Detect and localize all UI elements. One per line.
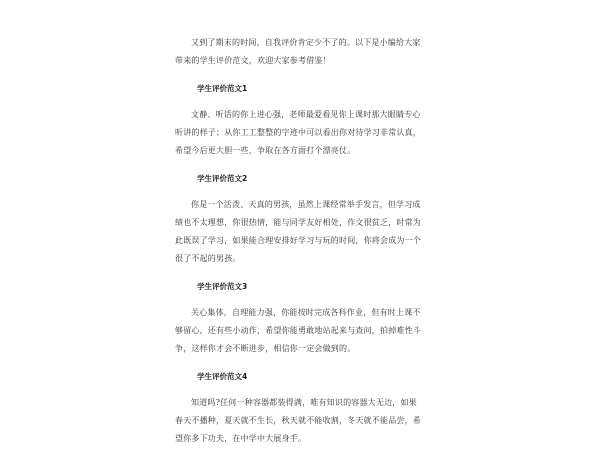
section-1	[175, 84, 425, 160]
section-paragraph: 关心集体，自理能力强，你能按时完成各科作业，但有时上课不够留心，还有些小动作，希望你能勇敢地站起来与查问，拍掉难性斗争，这样你才会不断进步，相信你一定会做到的。	[175, 308, 421, 353]
document-body	[175, 34, 425, 462]
section-paragraph: 文静、听话的你上进心强，老师最爱看见你上课时那大眼睛专心听讲的样子；从你工工整整的字迹中可以看出你对待学习非常认真，希望今后更大胆一些，争取在各方面打个漂亮仗。	[175, 110, 421, 155]
section-3	[175, 282, 425, 358]
section-heading: 学生评价范文3	[197, 282, 248, 291]
section-heading: 学生评价范文1	[197, 84, 248, 93]
section-paragraph: 知道吗?任何一种容器都装得满，唯有知识的容器大无边，如果春天不播种，夏天就不生长，秋天就不能收割，冬天就不能品尝，希望你多下功夫，在中学中大展身手。	[175, 398, 421, 443]
section-heading: 学生评价范文4	[197, 372, 248, 381]
intro-paragraph: 又到了期末的时间，自我评价肯定少不了的。以下是小编给大家带来的学生评价范文，欢迎大家参考借鉴！	[175, 38, 421, 65]
section-4	[175, 372, 425, 448]
section-heading: 学生评价范文2	[197, 174, 248, 183]
section-paragraph: 你是一个活泼、天真的男孩，虽然上课经常举手发言，但学习成绩也不太理想，你很热情，能与同学友好相处，作文很贫乏，时常为此既误了学习，如果能合理安排好学习与玩的时间，你将会成为一个很了不起的男孩。	[175, 200, 421, 263]
section-2	[175, 174, 425, 268]
